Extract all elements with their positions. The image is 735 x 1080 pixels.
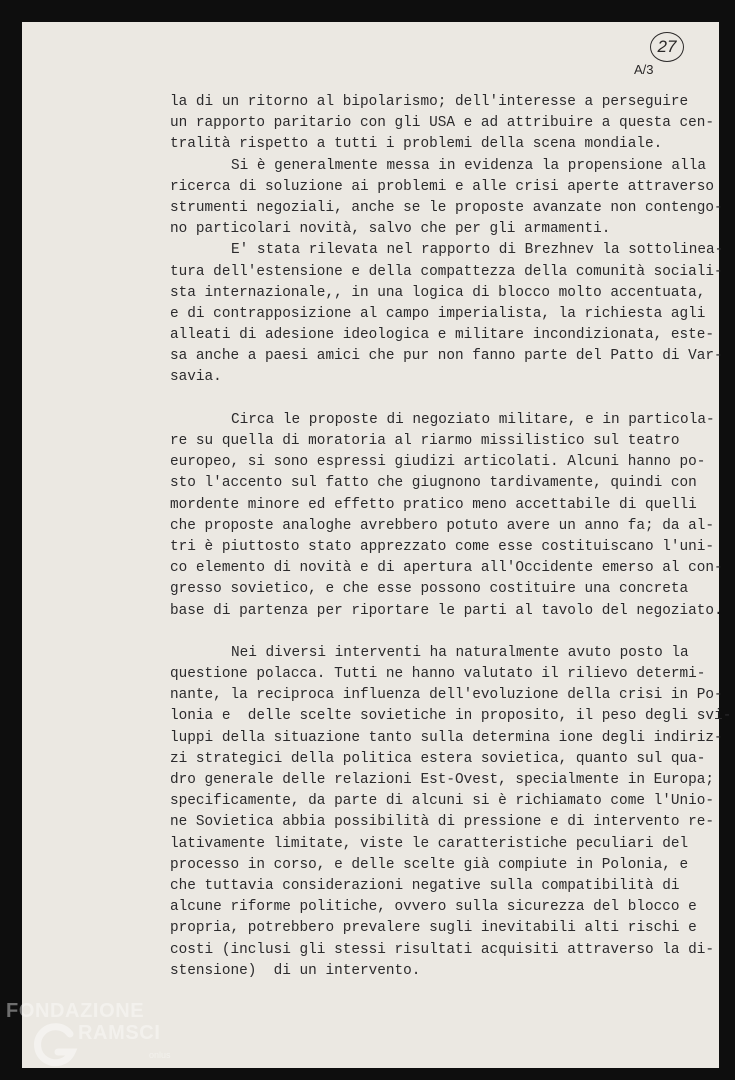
text-line: stensione) di un intervento. bbox=[170, 962, 421, 979]
text-line: alleati di adesione ideologica e militare incondizionata, este- bbox=[170, 327, 715, 344]
paragraph-gap bbox=[170, 389, 710, 410]
text-line: lonia e delle scelte sovietiche in proposito, il peso degli svi- bbox=[170, 708, 732, 725]
text-line: la di un ritorno al bipolarismo; dell'interesse a perseguire bbox=[170, 94, 689, 110]
text-line: un rapporto paritario con gli USA e ad attribuire a questa cen- bbox=[170, 115, 715, 132]
watermark-subtitle: onlus bbox=[149, 1050, 171, 1060]
text-line: questione polacca. Tutti ne hanno valutato il rilievo determi- bbox=[170, 666, 706, 683]
page-number-stamp: 27 bbox=[650, 32, 684, 62]
text-line: luppi della situazione tanto sulla determina ione degli indiriz- bbox=[170, 729, 723, 746]
text-line: tri è piuttosto stato apprezzato come esse costituiscano l'uni- bbox=[170, 538, 715, 555]
text-line: mordente minore ed effetto pratico meno accettabile di quelli bbox=[170, 496, 697, 513]
sheet-reference: A/3 bbox=[634, 62, 654, 77]
watermark-line-2: RAMSCI bbox=[78, 1022, 161, 1044]
text-line: alcune riforme politiche, ovvero sulla sicurezza del blocco e bbox=[170, 899, 697, 916]
text-line: sa anche a paesi amici che pur non fanno parte del Patto di Var- bbox=[170, 348, 723, 365]
text-line: E' stata rilevata nel rapporto di Brezhnev la sottolinea- bbox=[231, 242, 724, 259]
text-line: specificamente, da parte di alcuni si è richiamato come l'Unio- bbox=[170, 793, 715, 810]
text-line: processo in corso, e delle scelte già compiute in Polonia, e bbox=[170, 856, 689, 873]
paragraph-gap bbox=[170, 622, 710, 643]
text-line: gresso sovietico, e che esse possono costituire una concreta bbox=[170, 581, 689, 598]
text-line: Nei diversi interventi ha naturalmente avuto posto la bbox=[231, 644, 689, 661]
gramsci-logo-icon bbox=[32, 1022, 80, 1070]
text-line: europeo, si sono espressi giudizi articolati. Alcuni hanno po- bbox=[170, 454, 706, 471]
text-line: ne Sovietica abbia possibilità di pressione e di intervento re- bbox=[170, 814, 715, 831]
text-line: base di partenza per riportare le parti al tavolo del negoziato. bbox=[170, 602, 723, 619]
text-line: e di contrapposizione al campo imperialista, la richiesta agli bbox=[170, 305, 706, 322]
text-line: strumenti negoziali, anche se le proposte avanzate non contengo- bbox=[170, 199, 723, 216]
text-line: propria, potrebbero prevalere sugli inevitabili alti rischi e bbox=[170, 920, 697, 937]
text-line: nante, la reciproca influenza dell'evoluzione della crisi in Po- bbox=[170, 687, 723, 704]
text-line: che tuttavia considerazioni negative sulla compatibilità di bbox=[170, 877, 680, 894]
archive-watermark bbox=[6, 998, 181, 1076]
text-line: ricerca di soluzione ai problemi e alle crisi aperte attraverso bbox=[170, 178, 715, 195]
text-line: che proposte analoghe avrebbero potuto avere un anno fa; da al- bbox=[170, 517, 715, 534]
text-line: costi (inclusi gli stessi risultati acquisiti attraverso la di- bbox=[170, 941, 715, 958]
text-line: tura dell'estensione e della compattezza della comunità sociali- bbox=[170, 263, 723, 280]
text-line: savia. bbox=[170, 369, 222, 386]
text-line: co elemento di novità e di apertura all'Occidente emerso al con- bbox=[170, 560, 723, 577]
watermark-line-1: FONDAZIONE bbox=[6, 1000, 145, 1022]
text-line: Circa le proposte di negoziato militare, e in particola- bbox=[231, 411, 715, 428]
text-line: Si è generalmente messa in evidenza la propensione alla bbox=[231, 157, 706, 174]
typewritten-body bbox=[170, 92, 732, 982]
text-line: lativamente limitate, viste le caratteristiche peculiari del bbox=[170, 835, 689, 852]
text-line: re su quella di moratoria al riarmo missilistico sul teatro bbox=[170, 433, 680, 449]
text-line: zi strategici della politica estera sovietica, quanto sul qua- bbox=[170, 750, 706, 767]
text-line: dro generale delle relazioni Est-Ovest, specialmente in Europa; bbox=[170, 772, 715, 788]
text-line: sto l'accento sul fatto che giugnono tardivamente, quindi con bbox=[170, 475, 697, 492]
text-line: sta internazionale,, in una logica di blocco molto accentuata, bbox=[170, 284, 706, 301]
text-line: no particolari novità, salvo che per gli armamenti. bbox=[170, 221, 611, 238]
text-line: tralità rispetto a tutti i problemi della scena mondiale. bbox=[170, 136, 663, 153]
